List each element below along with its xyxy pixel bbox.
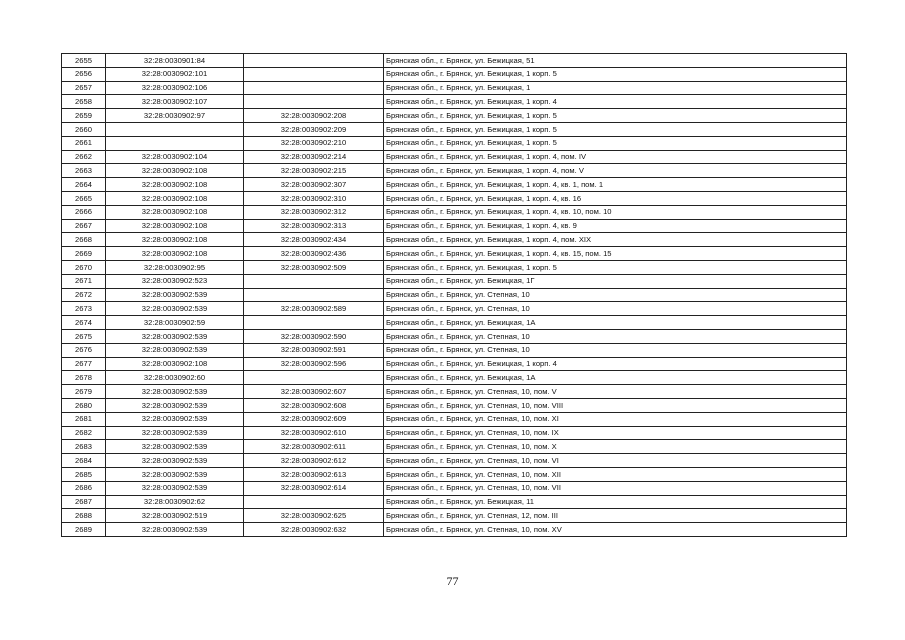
table-row: [62, 164, 847, 178]
address-cell: Брянская обл., г. Брянск, ул. Степная, 10: [384, 288, 847, 302]
cadastral-number-cell: 32:28:0030902:107: [106, 95, 244, 109]
address-cell: Брянская обл., г. Брянск, ул. Бежицкая, 1 корп. 5: [384, 136, 847, 150]
address-cell: Брянская обл., г. Брянск, ул. Бежицкая, 1 корп. 4, кв. 9: [384, 219, 847, 233]
registry-table: [61, 53, 847, 537]
row-number-cell: 2660: [62, 122, 106, 136]
premises-cadastral-number-cell: [244, 316, 384, 330]
address-cell: Брянская обл., г. Брянск, ул. Бежицкая, 1А: [384, 316, 847, 330]
premises-cadastral-number-cell: 32:28:0030902:215: [244, 164, 384, 178]
table-row: [62, 260, 847, 274]
row-number-cell: 2661: [62, 136, 106, 150]
premises-cadastral-number-cell: 32:28:0030902:434: [244, 233, 384, 247]
address-cell: Брянская обл., г. Брянск, ул. Степная, 10, пом. XV: [384, 523, 847, 537]
table-row: [62, 523, 847, 537]
cadastral-number-cell: 32:28:0030902:108: [106, 233, 244, 247]
row-number-cell: 2679: [62, 385, 106, 399]
address-cell: Брянская обл., г. Брянск, ул. Бежицкая, 1 корп. 4: [384, 357, 847, 371]
row-number-cell: 2686: [62, 481, 106, 495]
address-cell: Брянская обл., г. Брянск, ул. Бежицкая, 11: [384, 495, 847, 509]
premises-cadastral-number-cell: 32:28:0030902:612: [244, 454, 384, 468]
cadastral-number-cell: 32:28:0030902:539: [106, 481, 244, 495]
table-row: [62, 329, 847, 343]
address-cell: Брянская обл., г. Брянск, ул. Степная, 10: [384, 329, 847, 343]
row-number-cell: 2680: [62, 398, 106, 412]
table-row: [62, 95, 847, 109]
cadastral-number-cell: 32:28:0030902:539: [106, 523, 244, 537]
address-cell: Брянская обл., г. Брянск, ул. Бежицкая, 1 корп. 4, пом. IV: [384, 150, 847, 164]
table-row: [62, 385, 847, 399]
row-number-cell: 2674: [62, 316, 106, 330]
table-row: [62, 509, 847, 523]
address-cell: Брянская обл., г. Брянск, ул. Бежицкая, 1 корп. 4, кв. 15, пом. 15: [384, 247, 847, 261]
address-cell: Брянская обл., г. Брянск, ул. Степная, 10, пом. XI: [384, 412, 847, 426]
premises-cadastral-number-cell: [244, 54, 384, 68]
address-cell: Брянская обл., г. Брянск, ул. Степная, 10: [384, 343, 847, 357]
row-number-cell: 2671: [62, 274, 106, 288]
address-cell: Брянская обл., г. Брянск, ул. Степная, 10, пом. VII: [384, 481, 847, 495]
table-row: [62, 288, 847, 302]
address-cell: Брянская обл., г. Брянск, ул. Бежицкая, 1 корп. 4, кв. 16: [384, 191, 847, 205]
cadastral-number-cell: 32:28:0030902:539: [106, 454, 244, 468]
row-number-cell: 2682: [62, 426, 106, 440]
cadastral-number-cell: 32:28:0030902:539: [106, 288, 244, 302]
row-number-cell: 2669: [62, 247, 106, 261]
table-row: [62, 440, 847, 454]
row-number-cell: 2685: [62, 467, 106, 481]
table-row: [62, 274, 847, 288]
row-number-cell: 2663: [62, 164, 106, 178]
row-number-cell: 2662: [62, 150, 106, 164]
address-cell: Брянская обл., г. Брянск, ул. Степная, 10: [384, 302, 847, 316]
premises-cadastral-number-cell: 32:28:0030902:607: [244, 385, 384, 399]
address-cell: Брянская обл., г. Брянск, ул. Степная, 12, пом. III: [384, 509, 847, 523]
premises-cadastral-number-cell: 32:28:0030902:307: [244, 178, 384, 192]
table-row: [62, 495, 847, 509]
row-number-cell: 2672: [62, 288, 106, 302]
table-row: [62, 81, 847, 95]
address-cell: Брянская обл., г. Брянск, ул. Бежицкая, 51: [384, 54, 847, 68]
cadastral-number-cell: [106, 136, 244, 150]
premises-cadastral-number-cell: 32:28:0030902:609: [244, 412, 384, 426]
table-row: [62, 191, 847, 205]
cadastral-number-cell: 32:28:0030902:539: [106, 426, 244, 440]
cadastral-number-cell: 32:28:0030902:97: [106, 109, 244, 123]
table-body: [62, 54, 847, 537]
row-number-cell: 2658: [62, 95, 106, 109]
premises-cadastral-number-cell: [244, 67, 384, 81]
row-number-cell: 2659: [62, 109, 106, 123]
cadastral-number-cell: 32:28:0030902:108: [106, 164, 244, 178]
row-number-cell: 2668: [62, 233, 106, 247]
row-number-cell: 2689: [62, 523, 106, 537]
premises-cadastral-number-cell: [244, 495, 384, 509]
premises-cadastral-number-cell: [244, 95, 384, 109]
premises-cadastral-number-cell: 32:28:0030902:596: [244, 357, 384, 371]
cadastral-number-cell: 32:28:0030902:108: [106, 178, 244, 192]
premises-cadastral-number-cell: 32:28:0030902:614: [244, 481, 384, 495]
address-cell: Брянская обл., г. Брянск, ул. Бежицкая, 1 корп. 4, кв. 10, пом. 10: [384, 205, 847, 219]
cadastral-number-cell: 32:28:0030902:108: [106, 247, 244, 261]
premises-cadastral-number-cell: 32:28:0030902:591: [244, 343, 384, 357]
table-row: [62, 412, 847, 426]
premises-cadastral-number-cell: 32:28:0030902:610: [244, 426, 384, 440]
premises-cadastral-number-cell: 32:28:0030902:608: [244, 398, 384, 412]
cadastral-number-cell: 32:28:0030902:539: [106, 467, 244, 481]
row-number-cell: 2683: [62, 440, 106, 454]
row-number-cell: 2681: [62, 412, 106, 426]
table-row: [62, 316, 847, 330]
address-cell: Брянская обл., г. Брянск, ул. Бежицкая, 1 корп. 4: [384, 95, 847, 109]
row-number-cell: 2678: [62, 371, 106, 385]
table-row: [62, 247, 847, 261]
table-row: [62, 343, 847, 357]
table-row: [62, 205, 847, 219]
row-number-cell: 2664: [62, 178, 106, 192]
cadastral-number-cell: 32:28:0030902:539: [106, 412, 244, 426]
row-number-cell: 2665: [62, 191, 106, 205]
cadastral-number-cell: 32:28:0030901:84: [106, 54, 244, 68]
table-row: [62, 233, 847, 247]
cadastral-number-cell: 32:28:0030902:539: [106, 398, 244, 412]
address-cell: Брянская обл., г. Брянск, ул. Бежицкая, 1 корп. 5: [384, 109, 847, 123]
premises-cadastral-number-cell: 32:28:0030902:210: [244, 136, 384, 150]
row-number-cell: 2684: [62, 454, 106, 468]
row-number-cell: 2666: [62, 205, 106, 219]
address-cell: Брянская обл., г. Брянск, ул. Степная, 10, пом. XII: [384, 467, 847, 481]
address-cell: Брянская обл., г. Брянск, ул. Бежицкая, 1 корп. 4, пом. XIX: [384, 233, 847, 247]
table-row: [62, 302, 847, 316]
table-row: [62, 219, 847, 233]
premises-cadastral-number-cell: 32:28:0030902:509: [244, 260, 384, 274]
address-cell: Брянская обл., г. Брянск, ул. Бежицкая, 1 корп. 5: [384, 122, 847, 136]
table-row: [62, 109, 847, 123]
premises-cadastral-number-cell: 32:28:0030902:613: [244, 467, 384, 481]
cadastral-number-cell: 32:28:0030902:539: [106, 385, 244, 399]
premises-cadastral-number-cell: [244, 81, 384, 95]
address-cell: Брянская обл., г. Брянск, ул. Степная, 10, пом. X: [384, 440, 847, 454]
premises-cadastral-number-cell: 32:28:0030902:208: [244, 109, 384, 123]
address-cell: Брянская обл., г. Брянск, ул. Бежицкая, 1 корп. 5: [384, 260, 847, 274]
cadastral-number-cell: 32:28:0030902:539: [106, 329, 244, 343]
cadastral-number-cell: 32:28:0030902:106: [106, 81, 244, 95]
premises-cadastral-number-cell: 32:28:0030902:632: [244, 523, 384, 537]
cadastral-number-cell: 32:28:0030902:539: [106, 343, 244, 357]
address-cell: Брянская обл., г. Брянск, ул. Бежицкая, 1 корп. 4, пом. V: [384, 164, 847, 178]
address-cell: Брянская обл., г. Брянск, ул. Бежицкая, 1 корп. 5: [384, 67, 847, 81]
table-row: [62, 371, 847, 385]
premises-cadastral-number-cell: 32:28:0030902:611: [244, 440, 384, 454]
address-cell: Брянская обл., г. Брянск, ул. Степная, 10, пом. VI: [384, 454, 847, 468]
premises-cadastral-number-cell: 32:28:0030902:625: [244, 509, 384, 523]
cadastral-number-cell: 32:28:0030902:108: [106, 357, 244, 371]
table-row: [62, 481, 847, 495]
row-number-cell: 2667: [62, 219, 106, 233]
premises-cadastral-number-cell: 32:28:0030902:313: [244, 219, 384, 233]
address-cell: Брянская обл., г. Брянск, ул. Степная, 10, пом. IX: [384, 426, 847, 440]
address-cell: Брянская обл., г. Брянск, ул. Степная, 10, пом. VIII: [384, 398, 847, 412]
premises-cadastral-number-cell: 32:28:0030902:310: [244, 191, 384, 205]
cadastral-number-cell: 32:28:0030902:101: [106, 67, 244, 81]
premises-cadastral-number-cell: 32:28:0030902:214: [244, 150, 384, 164]
table-row: [62, 54, 847, 68]
page-number: 77: [446, 574, 459, 588]
row-number-cell: 2657: [62, 81, 106, 95]
cadastral-number-cell: 32:28:0030902:104: [106, 150, 244, 164]
table-row: [62, 426, 847, 440]
premises-cadastral-number-cell: 32:28:0030902:589: [244, 302, 384, 316]
cadastral-number-cell: 32:28:0030902:539: [106, 440, 244, 454]
row-number-cell: 2673: [62, 302, 106, 316]
premises-cadastral-number-cell: 32:28:0030902:312: [244, 205, 384, 219]
row-number-cell: 2655: [62, 54, 106, 68]
row-number-cell: 2656: [62, 67, 106, 81]
cadastral-number-cell: 32:28:0030902:95: [106, 260, 244, 274]
cadastral-number-cell: 32:28:0030902:539: [106, 302, 244, 316]
cadastral-number-cell: 32:28:0030902:108: [106, 205, 244, 219]
row-number-cell: 2676: [62, 343, 106, 357]
row-number-cell: 2675: [62, 329, 106, 343]
premises-cadastral-number-cell: 32:28:0030902:436: [244, 247, 384, 261]
cadastral-number-cell: 32:28:0030902:523: [106, 274, 244, 288]
address-cell: Брянская обл., г. Брянск, ул. Бежицкая, 1А: [384, 371, 847, 385]
premises-cadastral-number-cell: [244, 274, 384, 288]
table-row: [62, 136, 847, 150]
address-cell: Брянская обл., г. Брянск, ул. Бежицкая, 1 корп. 4, кв. 1, пом. 1: [384, 178, 847, 192]
row-number-cell: 2677: [62, 357, 106, 371]
row-number-cell: 2687: [62, 495, 106, 509]
premises-cadastral-number-cell: 32:28:0030902:209: [244, 122, 384, 136]
address-cell: Брянская обл., г. Брянск, ул. Бежицкая, 1Г: [384, 274, 847, 288]
table-row: [62, 454, 847, 468]
cadastral-number-cell: 32:28:0030902:60: [106, 371, 244, 385]
cadastral-number-cell: [106, 122, 244, 136]
table-row: [62, 67, 847, 81]
table-row: [62, 150, 847, 164]
table-row: [62, 178, 847, 192]
table-row: [62, 398, 847, 412]
table-row: [62, 357, 847, 371]
cadastral-number-cell: 32:28:0030902:62: [106, 495, 244, 509]
cadastral-number-cell: 32:28:0030902:108: [106, 219, 244, 233]
premises-cadastral-number-cell: [244, 288, 384, 302]
cadastral-number-cell: 32:28:0030902:59: [106, 316, 244, 330]
table-row: [62, 467, 847, 481]
row-number-cell: 2688: [62, 509, 106, 523]
premises-cadastral-number-cell: 32:28:0030902:590: [244, 329, 384, 343]
cadastral-number-cell: 32:28:0030902:108: [106, 191, 244, 205]
table-row: [62, 122, 847, 136]
cadastral-number-cell: 32:28:0030902:519: [106, 509, 244, 523]
row-number-cell: 2670: [62, 260, 106, 274]
address-cell: Брянская обл., г. Брянск, ул. Бежицкая, 1: [384, 81, 847, 95]
premises-cadastral-number-cell: [244, 371, 384, 385]
address-cell: Брянская обл., г. Брянск, ул. Степная, 10, пом. V: [384, 385, 847, 399]
